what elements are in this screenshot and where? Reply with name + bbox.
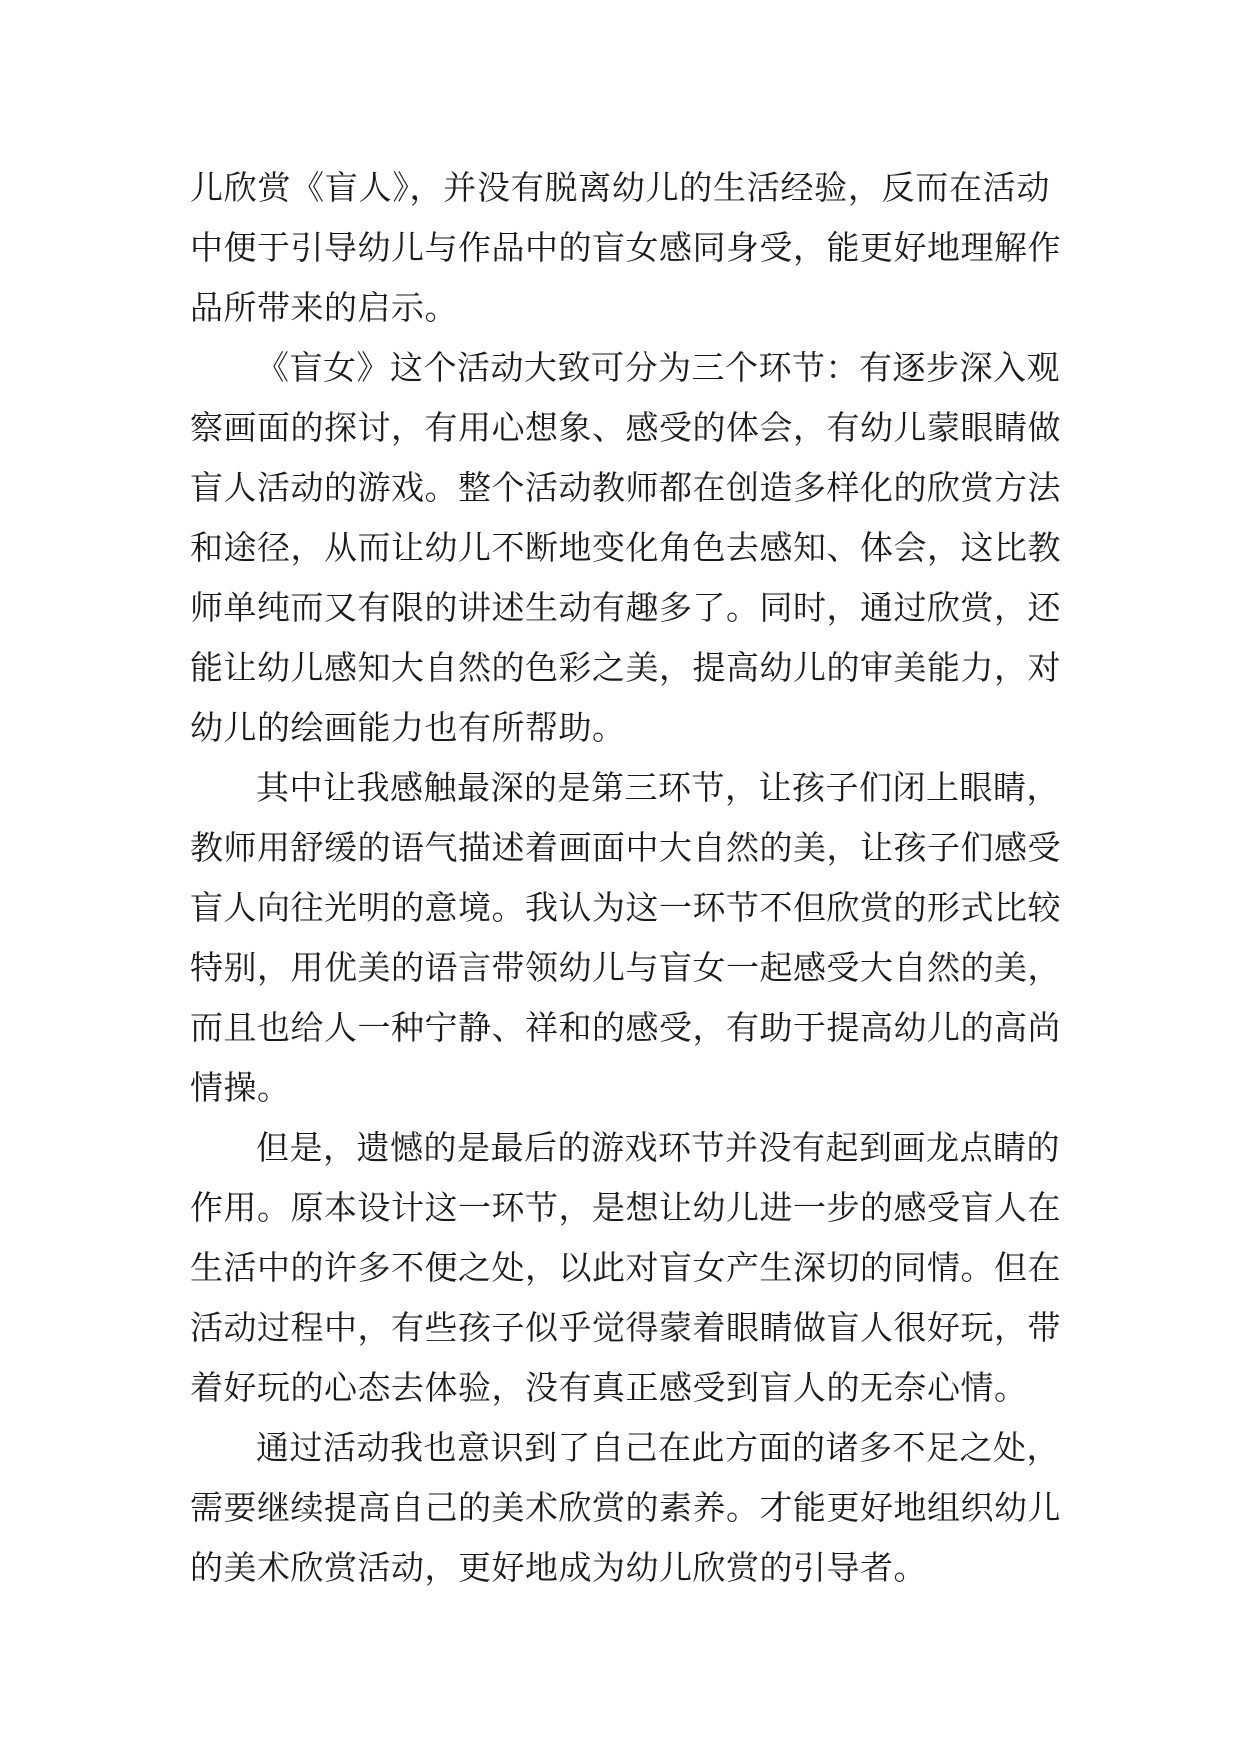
paragraph-3-line-4: 特别，用优美的语言带领幼儿与盲女一起感受大自然的美， (190, 948, 1061, 987)
paragraph-3-line-1: 其中让我感触最深的是第三环节，让孩子们闭上眼睛， (256, 768, 1060, 807)
paragraph-2-line-6: 能让幼儿感知大自然的色彩之美，提高幼儿的审美能力，对 (190, 648, 1061, 687)
paragraph-4-line-3: 生活中的许多不便之处，以此对盲女产生深切的同情。但在 (190, 1248, 1061, 1287)
paragraph-1-line-3: 品所带来的启示。 (190, 288, 458, 327)
paragraph-5-line-3: 的美术欣赏活动，更好地成为幼儿欣赏的引导者。 (190, 1548, 927, 1587)
paragraph-2-line-5: 师单纯而又有限的讲述生动有趣多了。同时，通过欣赏，还 (190, 588, 1061, 627)
paragraph-1-line-1: 儿欣赏《盲人》，并没有脱离幼儿的生活经验，反而在活动 (190, 168, 1050, 207)
paragraph-4-line-1: 但是，遗憾的是最后的游戏环节并没有起到画龙点睛的 (256, 1128, 1060, 1167)
paragraph-3-line-2: 教师用舒缓的语气描述着画面中大自然的美，让孩子们感受 (190, 828, 1061, 867)
paragraph-2-line-3: 盲人活动的游戏。整个活动教师都在创造多样化的欣赏方法 (190, 468, 1061, 507)
paragraph-5-line-1: 通过活动我也意识到了自己在此方面的诸多不足之处， (256, 1428, 1060, 1467)
paragraph-2-line-4: 和途径，从而让幼儿不断地变化角色去感知、体会，这比教 (190, 528, 1061, 567)
paragraph-3-line-3: 盲人向往光明的意境。我认为这一环节不但欣赏的形式比较 (190, 888, 1061, 927)
paragraph-2-line-1: 《盲女》这个活动大致可分为三个环节：有逐步深入观 (256, 348, 1060, 387)
paragraph-2-line-7: 幼儿的绘画能力也有所帮助。 (190, 708, 626, 747)
paragraph-1-line-2: 中便于引导幼儿与作品中的盲女感同身受，能更好地理解作 (190, 228, 1061, 267)
paragraph-3-line-5: 而且也给人一种宁静、祥和的感受，有助于提高幼儿的高尚 (190, 1008, 1061, 1047)
paragraph-4-line-4: 活动过程中，有些孩子似乎觉得蒙着眼睛做盲人很好玩，带 (190, 1308, 1061, 1347)
paragraph-2-line-2: 察画面的探讨，有用心想象、感受的体会，有幼儿蒙眼睛做 (190, 408, 1061, 447)
paragraph-4-line-2: 作用。原本设计这一环节，是想让幼儿进一步的感受盲人在 (190, 1188, 1061, 1227)
document-body (190, 158, 1061, 1598)
paragraph-4-line-5: 着好玩的心态去体验，没有真正感受到盲人的无奈心情。 (190, 1368, 1028, 1407)
paragraph-3-line-6: 情操。 (190, 1068, 291, 1107)
paragraph-5-line-2: 需要继续提高自己的美术欣赏的素养。才能更好地组织幼儿 (190, 1488, 1061, 1527)
